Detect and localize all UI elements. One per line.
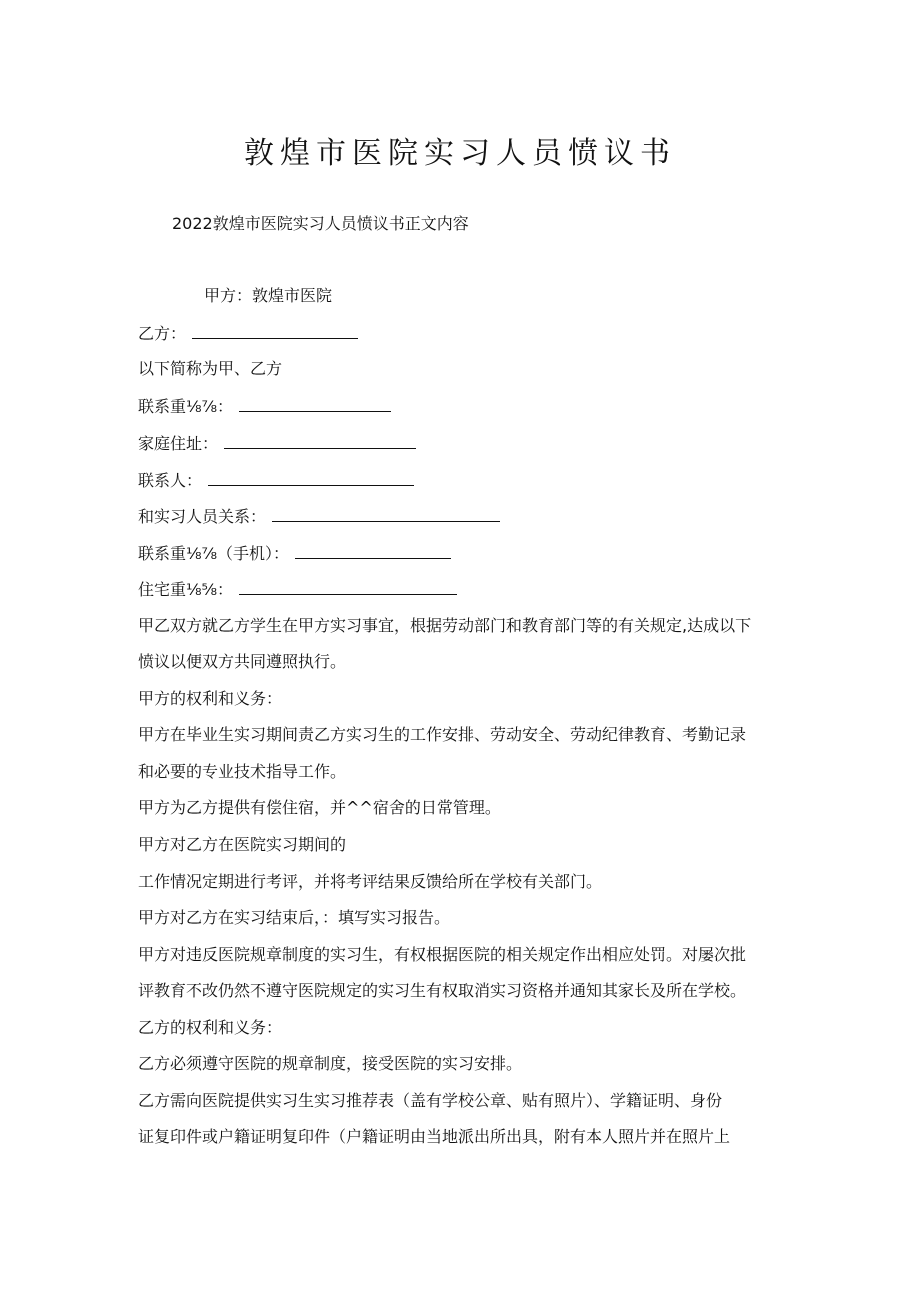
paragraph-line: 甲方为乙方提供有偿住宿，并^^宿舍的日常管理。 (138, 798, 501, 817)
contact-blank[interactable] (208, 469, 414, 486)
document-subtitle: 2022敦煌市医院实习人员愤议书正文内容 (172, 214, 469, 233)
paragraph-line: 工作情况定期进行考评，并将考评结果反馈给所在学校有关部门。 (138, 872, 603, 891)
paragraph-line: 乙方必须遵守医院的规章制度，接受医院的实习安排。 (138, 1054, 523, 1073)
address-blank[interactable] (224, 432, 416, 449)
mobile-label: 联系重⅛⅞（手机）： (138, 544, 290, 563)
party-a-line: 甲方：敦煌市医院 (204, 286, 333, 305)
mobile-blank[interactable] (295, 542, 451, 559)
document-title: 敦煌市医院实习人员愤议书 (244, 136, 676, 171)
contact-label: 联系人： (138, 471, 203, 490)
address-line (138, 432, 416, 455)
paragraph-line: 甲方对乙方在实习结束后，：填写实习报告。 (138, 908, 451, 927)
home-phone-label: 住宅重⅛⅝： (138, 580, 234, 599)
party-b-label: 乙方： (138, 324, 187, 343)
phone-label: 联系重⅛⅞： (138, 397, 234, 416)
home-phone-line (138, 578, 457, 601)
relation-label: 和实习人员关系： (138, 507, 267, 526)
party-b-line (138, 322, 358, 345)
paragraph-line: 证复印件或户籍证明复印件（户籍证明由当地派出所出具，附有本人照片并在照片上 (138, 1127, 731, 1146)
section-heading-party-a: 甲方的权利和义务： (138, 689, 283, 708)
relation-line (138, 505, 500, 528)
paragraph-line: 评教育不改仍然不遵守医院规定的实习生有权取消实习资格并通知其家长及所在学校。 (138, 981, 747, 1000)
paragraph-line: 和必要的专业技术指导工作。 (138, 762, 347, 781)
paragraph-line: 乙方需向医院提供实习生实习推荐表（盖有学校公章、贴有照片）、学籍证明、身份 (138, 1091, 723, 1110)
relation-blank[interactable] (272, 505, 500, 522)
section-heading-party-b: 乙方的权利和义务： (138, 1018, 283, 1037)
mobile-line (138, 542, 451, 565)
home-phone-blank[interactable] (239, 578, 457, 595)
paragraph-line: 甲方在毕业生实习期间责乙方实习生的工作安排、劳动安全、劳动纪律教育、考勤记录 (138, 725, 747, 744)
paragraph-line: 甲方对乙方在医院实习期间的 (138, 835, 347, 854)
phone-blank[interactable] (239, 395, 391, 412)
paragraph-line: 甲乙双方就乙方学生在甲方实习事宜，根据劳动部门和教育部门等的有关规定,达成以下 (138, 616, 752, 635)
party-b-blank[interactable] (192, 322, 358, 339)
paragraph-line: 甲方对违反医院规章制度的实习生，有权根据医院的相关规定作出相应处罚。对屡次批 (138, 945, 747, 964)
contact-line (138, 469, 414, 492)
abbrev-line: 以下简称为甲、乙方 (138, 359, 283, 378)
paragraph-line: 愤议以便双方共同遵照执行。 (138, 652, 347, 671)
phone-line (138, 395, 391, 418)
address-label: 家庭住址： (138, 434, 219, 453)
